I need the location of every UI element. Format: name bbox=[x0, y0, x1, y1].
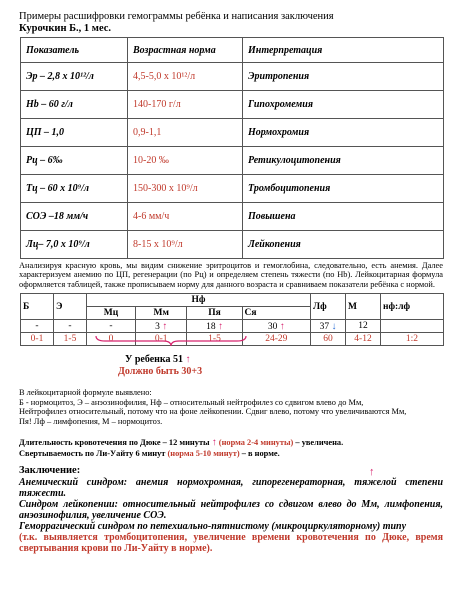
up-arrow-icon: ↑ bbox=[279, 320, 285, 332]
duke-norm: (норма 2-4 минуты) bbox=[218, 438, 294, 448]
duke-result: – увеличена. bbox=[295, 438, 344, 448]
norm-cell: 0,9-1,1 bbox=[128, 119, 243, 147]
indicator-cell: ЦП – 1,0 bbox=[21, 119, 128, 147]
norm-cell: 8-15 x 10⁹/л bbox=[128, 231, 243, 259]
up-arrow-icon: ↑ bbox=[369, 466, 375, 478]
findings-line: Пя! Лф – лимфопения, М – нормоцитоз. bbox=[19, 416, 163, 426]
interpretation-cell: Тромбоцитопения bbox=[243, 175, 444, 203]
formula-patient-row bbox=[21, 320, 444, 333]
indicator-cell: Рц – 6‰ bbox=[21, 147, 128, 175]
patient-sum-line bbox=[125, 354, 191, 365]
norm-value: 24-29 bbox=[242, 333, 310, 346]
col-eosinophils: Э bbox=[54, 294, 87, 320]
findings-line: Нейтрофилез относительный, потому что на фоне лейкопении. Сдвиг влево, потому что увеличиваются Мм, bbox=[19, 407, 407, 417]
norm-value: 0-1 bbox=[21, 333, 54, 346]
patient-value bbox=[381, 320, 444, 333]
patient-name: Курочкин Б., 1 мес. bbox=[19, 23, 112, 34]
norm-value: 0-1 bbox=[135, 333, 186, 346]
header-interpretation: Интерпретация bbox=[243, 38, 444, 63]
hemogram-header-row bbox=[21, 38, 444, 63]
norm-cell: 150-300 x 10⁹/л bbox=[128, 175, 243, 203]
up-arrow-icon: ↑ bbox=[217, 320, 223, 332]
patient-value-pya bbox=[187, 320, 242, 333]
col-ratio: нф:лф bbox=[381, 294, 444, 320]
findings-line: Б - нормоцитоз, Э – анэозинофилия, Нф – относительный нейтрофилез со сдвигом влево до Мм, bbox=[19, 397, 364, 407]
interpretation-cell: Ретикулоцитопения bbox=[243, 147, 444, 175]
patient-value: 37 bbox=[319, 321, 330, 332]
conclusion-anemia: Анемический синдром: анемия нормохромная, гипорегенераторная, тяжелой степени тяжести. bbox=[19, 477, 443, 500]
patient-value: 18 bbox=[206, 321, 216, 332]
col-neutrophils: Нф bbox=[87, 294, 311, 307]
col-segmented: Ся bbox=[242, 307, 310, 320]
table-row bbox=[21, 231, 444, 259]
findings-line: В лейкоцитарной формуле выявлено: bbox=[19, 388, 152, 397]
up-arrow-icon: ↑ bbox=[185, 354, 191, 365]
norm-value: 1-5 bbox=[187, 333, 242, 346]
interpretation-cell: Эритропения bbox=[243, 63, 444, 91]
patient-sum: У ребенка 51 bbox=[125, 354, 184, 365]
indicator-cell: СОЭ –18 мм/ч bbox=[21, 203, 128, 231]
patient-value: 3 bbox=[155, 321, 160, 332]
interpretation-cell: Нормохромия bbox=[243, 119, 444, 147]
up-arrow-icon: ↑ bbox=[162, 320, 168, 332]
duke-line bbox=[19, 437, 443, 448]
col-basophils: Б bbox=[21, 294, 54, 320]
table-row bbox=[21, 203, 444, 231]
indicator-cell: Эр – 2,8 x 10¹²/л bbox=[21, 63, 128, 91]
formula-header-row bbox=[21, 294, 444, 307]
conclusion-reason-text: (т.к. выявляется тромбоцитопения, увеличение времени кровотечения по Дюке, время свертывания крови по Ли-Уайту в норме). bbox=[19, 532, 443, 555]
expected-sum: Должно быть 30+3 bbox=[118, 366, 203, 377]
patient-value-sya bbox=[242, 320, 310, 333]
interpretation-cell: Лейкопения bbox=[243, 231, 444, 259]
table-row bbox=[21, 119, 444, 147]
col-myelocytes: Мц bbox=[87, 307, 136, 320]
table-row bbox=[21, 147, 444, 175]
col-monocytes: М bbox=[346, 294, 381, 320]
curly-brace-icon bbox=[95, 336, 247, 346]
norm-cell: 4,5-5,0 x 10¹²/л bbox=[128, 63, 243, 91]
lee-text: Свертываемость по Ли-Уайту 6 минут bbox=[19, 449, 166, 459]
findings-block bbox=[19, 388, 443, 554]
up-arrow-icon: ↑ bbox=[211, 437, 217, 449]
interpretation-cell: Повышена bbox=[243, 203, 444, 231]
indicator-cell: Тц – 60 x 10⁹/л bbox=[21, 175, 128, 203]
col-band: Пя bbox=[187, 307, 242, 320]
norm-value: 4-12 bbox=[346, 333, 381, 346]
header-indicator: Показатель bbox=[21, 38, 128, 63]
norm-cell: 140-170 г/л bbox=[128, 91, 243, 119]
indicator-cell: Hb – 60 г/л bbox=[21, 91, 128, 119]
patient-value: - bbox=[21, 320, 54, 333]
hemogram-table bbox=[20, 37, 444, 259]
conclusion-reason bbox=[19, 532, 443, 554]
conclusion-leukopenia: Синдром лейкопении: относительный нейтрофилез со сдвигом влево до Мм, лимфопения, анэозинофилия, увеличение СОЭ. bbox=[19, 499, 443, 522]
table-row bbox=[21, 63, 444, 91]
norm-value: 1:2 bbox=[381, 333, 444, 346]
down-arrow-icon: ↓ bbox=[331, 320, 337, 332]
indicator-cell: Лц– 7,0 x 10⁹/л bbox=[21, 231, 128, 259]
patient-value: - bbox=[87, 320, 136, 333]
table-row bbox=[21, 175, 444, 203]
header-norm: Возрастная норма bbox=[128, 38, 243, 63]
lee-white-line bbox=[19, 448, 443, 459]
norm-value: 60 bbox=[311, 333, 346, 346]
col-lymphocytes: Лф bbox=[311, 294, 346, 320]
document-title: Примеры расшифровки гемограммы ребёнка и написания заключения bbox=[19, 11, 334, 22]
norm-cell: 10-20 ‰ bbox=[128, 147, 243, 175]
interpretation-cell: Гипохромемия bbox=[243, 91, 444, 119]
duke-text: Длительность кровотечения по Дюке – 12 минуты bbox=[19, 438, 210, 448]
col-metamyelocytes: Мм bbox=[135, 307, 186, 320]
norm-cell: 4-6 мм/ч bbox=[128, 203, 243, 231]
patient-value: - bbox=[54, 320, 87, 333]
conclusion-hemorrhagic: Геморрагический синдром по петехиально-пятнистому (микроциркуляторному) типу bbox=[19, 521, 407, 533]
lee-norm: (норма 5-10 минут) bbox=[167, 449, 240, 459]
norm-value: 0 bbox=[87, 333, 136, 346]
norm-value: 1-5 bbox=[54, 333, 87, 346]
patient-value-lf bbox=[311, 320, 346, 333]
patient-value-mm bbox=[135, 320, 186, 333]
patient-value: 12 bbox=[346, 320, 381, 333]
conclusion-heading: Заключение: bbox=[19, 465, 81, 477]
lee-result: – в норме. bbox=[241, 449, 280, 459]
analysis-paragraph: Анализируя красную кровь, мы видим снижение эритроцитов и гемоглобина, следовательно, есть анемия. Далее характеризуем анемию по ЦП, регенерации (по Рц) и определяем степень тяжести (по Hb). Лейкоцитарная формула оформляется таблицей, также прописываем норму для данного возраста и сравниваем показатели ребёнка с нормой. bbox=[19, 261, 443, 289]
patient-value: 30 bbox=[267, 321, 278, 332]
table-row bbox=[21, 91, 444, 119]
